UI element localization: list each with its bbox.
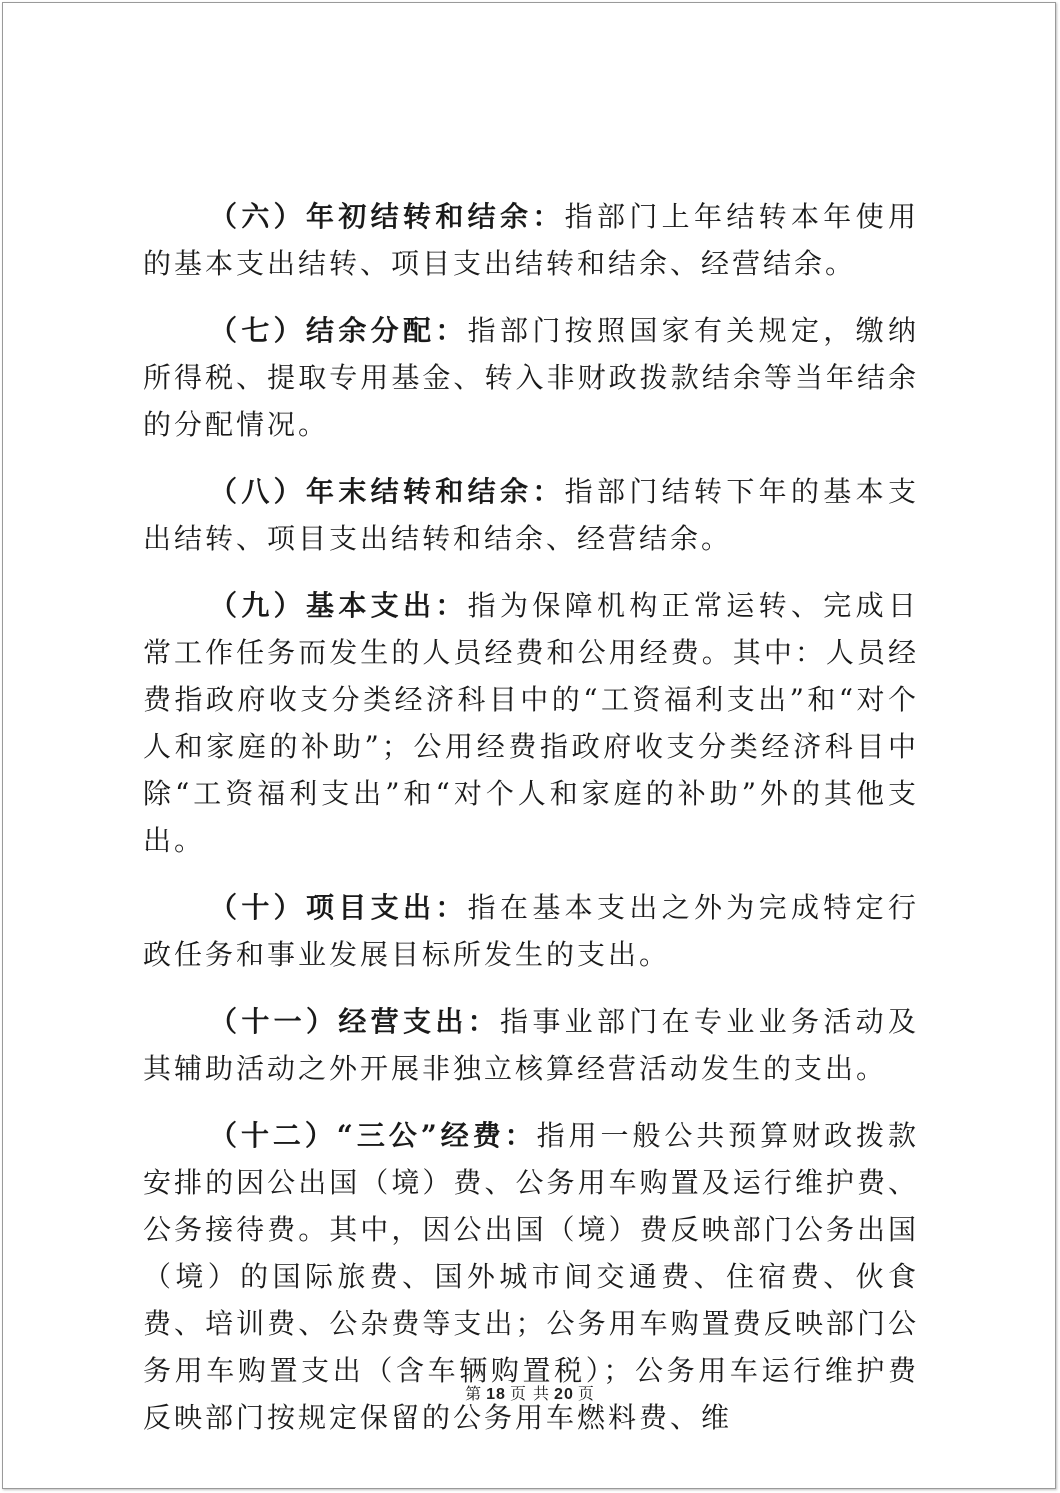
definition-text: 指部门结转下年的基本支出结转、项目支出结转和结余、经营结余。 <box>143 475 919 555</box>
term-label: （十一）经营支出： <box>209 1005 500 1038</box>
term-label: （八）年末结转和结余： <box>209 475 565 508</box>
footer-suffix: 页 <box>577 1384 595 1403</box>
paragraph-surplus-distribution <box>143 307 919 448</box>
paragraph-year-start-carryover <box>143 193 919 287</box>
term-label: （九）基本支出： <box>209 589 468 622</box>
definition-text: 指事业部门在专业业务活动及其辅助活动之外开展非独立核算经营活动发生的支出。 <box>143 1005 919 1085</box>
paragraph-year-end-carryover <box>143 468 919 562</box>
total-pages-number: 20 <box>554 1386 574 1403</box>
term-label: （十二）“三公”经费： <box>209 1119 537 1152</box>
current-page-number: 18 <box>486 1386 506 1403</box>
term-label: （六）年初结转和结余： <box>209 200 565 233</box>
document-body <box>143 193 919 1461</box>
definition-text: 指部门按照国家有关规定，缴纳所得税、提取专用基金、转入非财政拨款结余等当年结余的分配情况。 <box>143 314 919 441</box>
definition-text: 指在基本支出之外为完成特定行政任务和事业发展目标所发生的支出。 <box>143 891 919 971</box>
definition-text: 指用一般公共预算财政拨款安排的因公出国（境）费、公务用车购置及运行维护费、公务接待费。其中，因公出国（境）费反映部门公务出国（境）的国际旅费、国外城市间交通费、住宿费、伙食费、培训费、公杂费等支出；公务用车购置费反映部门公务用车购置支出（含车辆购置税）；公务用车运行维护费反映部门按规定保留的公务用车燃料费、维 <box>143 1119 919 1434</box>
term-label: （七）结余分配： <box>209 314 468 347</box>
definition-text: 指为保障机构正常运转、完成日常工作任务而发生的人员经费和公用经费。其中：人员经费指政府收支分类经济科目中的“工资福利支出”和“对个人和家庭的补助”；公用经费指政府收支分类经济科目中除“工资福利支出”和“对个人和家庭的补助”外的其他支出。 <box>143 589 919 857</box>
paragraph-project-expenditure <box>143 884 919 978</box>
paragraph-operating-expenditure <box>143 998 919 1092</box>
definition-text: 指部门上年结转本年使用的基本支出结转、项目支出结转和结余、经营结余。 <box>143 200 919 280</box>
page-number-footer <box>0 1381 1060 1404</box>
term-label: （十）项目支出： <box>209 891 468 924</box>
footer-middle: 页 共 <box>509 1384 551 1403</box>
footer-prefix: 第 <box>465 1384 483 1403</box>
paragraph-basic-expenditure <box>143 582 919 864</box>
